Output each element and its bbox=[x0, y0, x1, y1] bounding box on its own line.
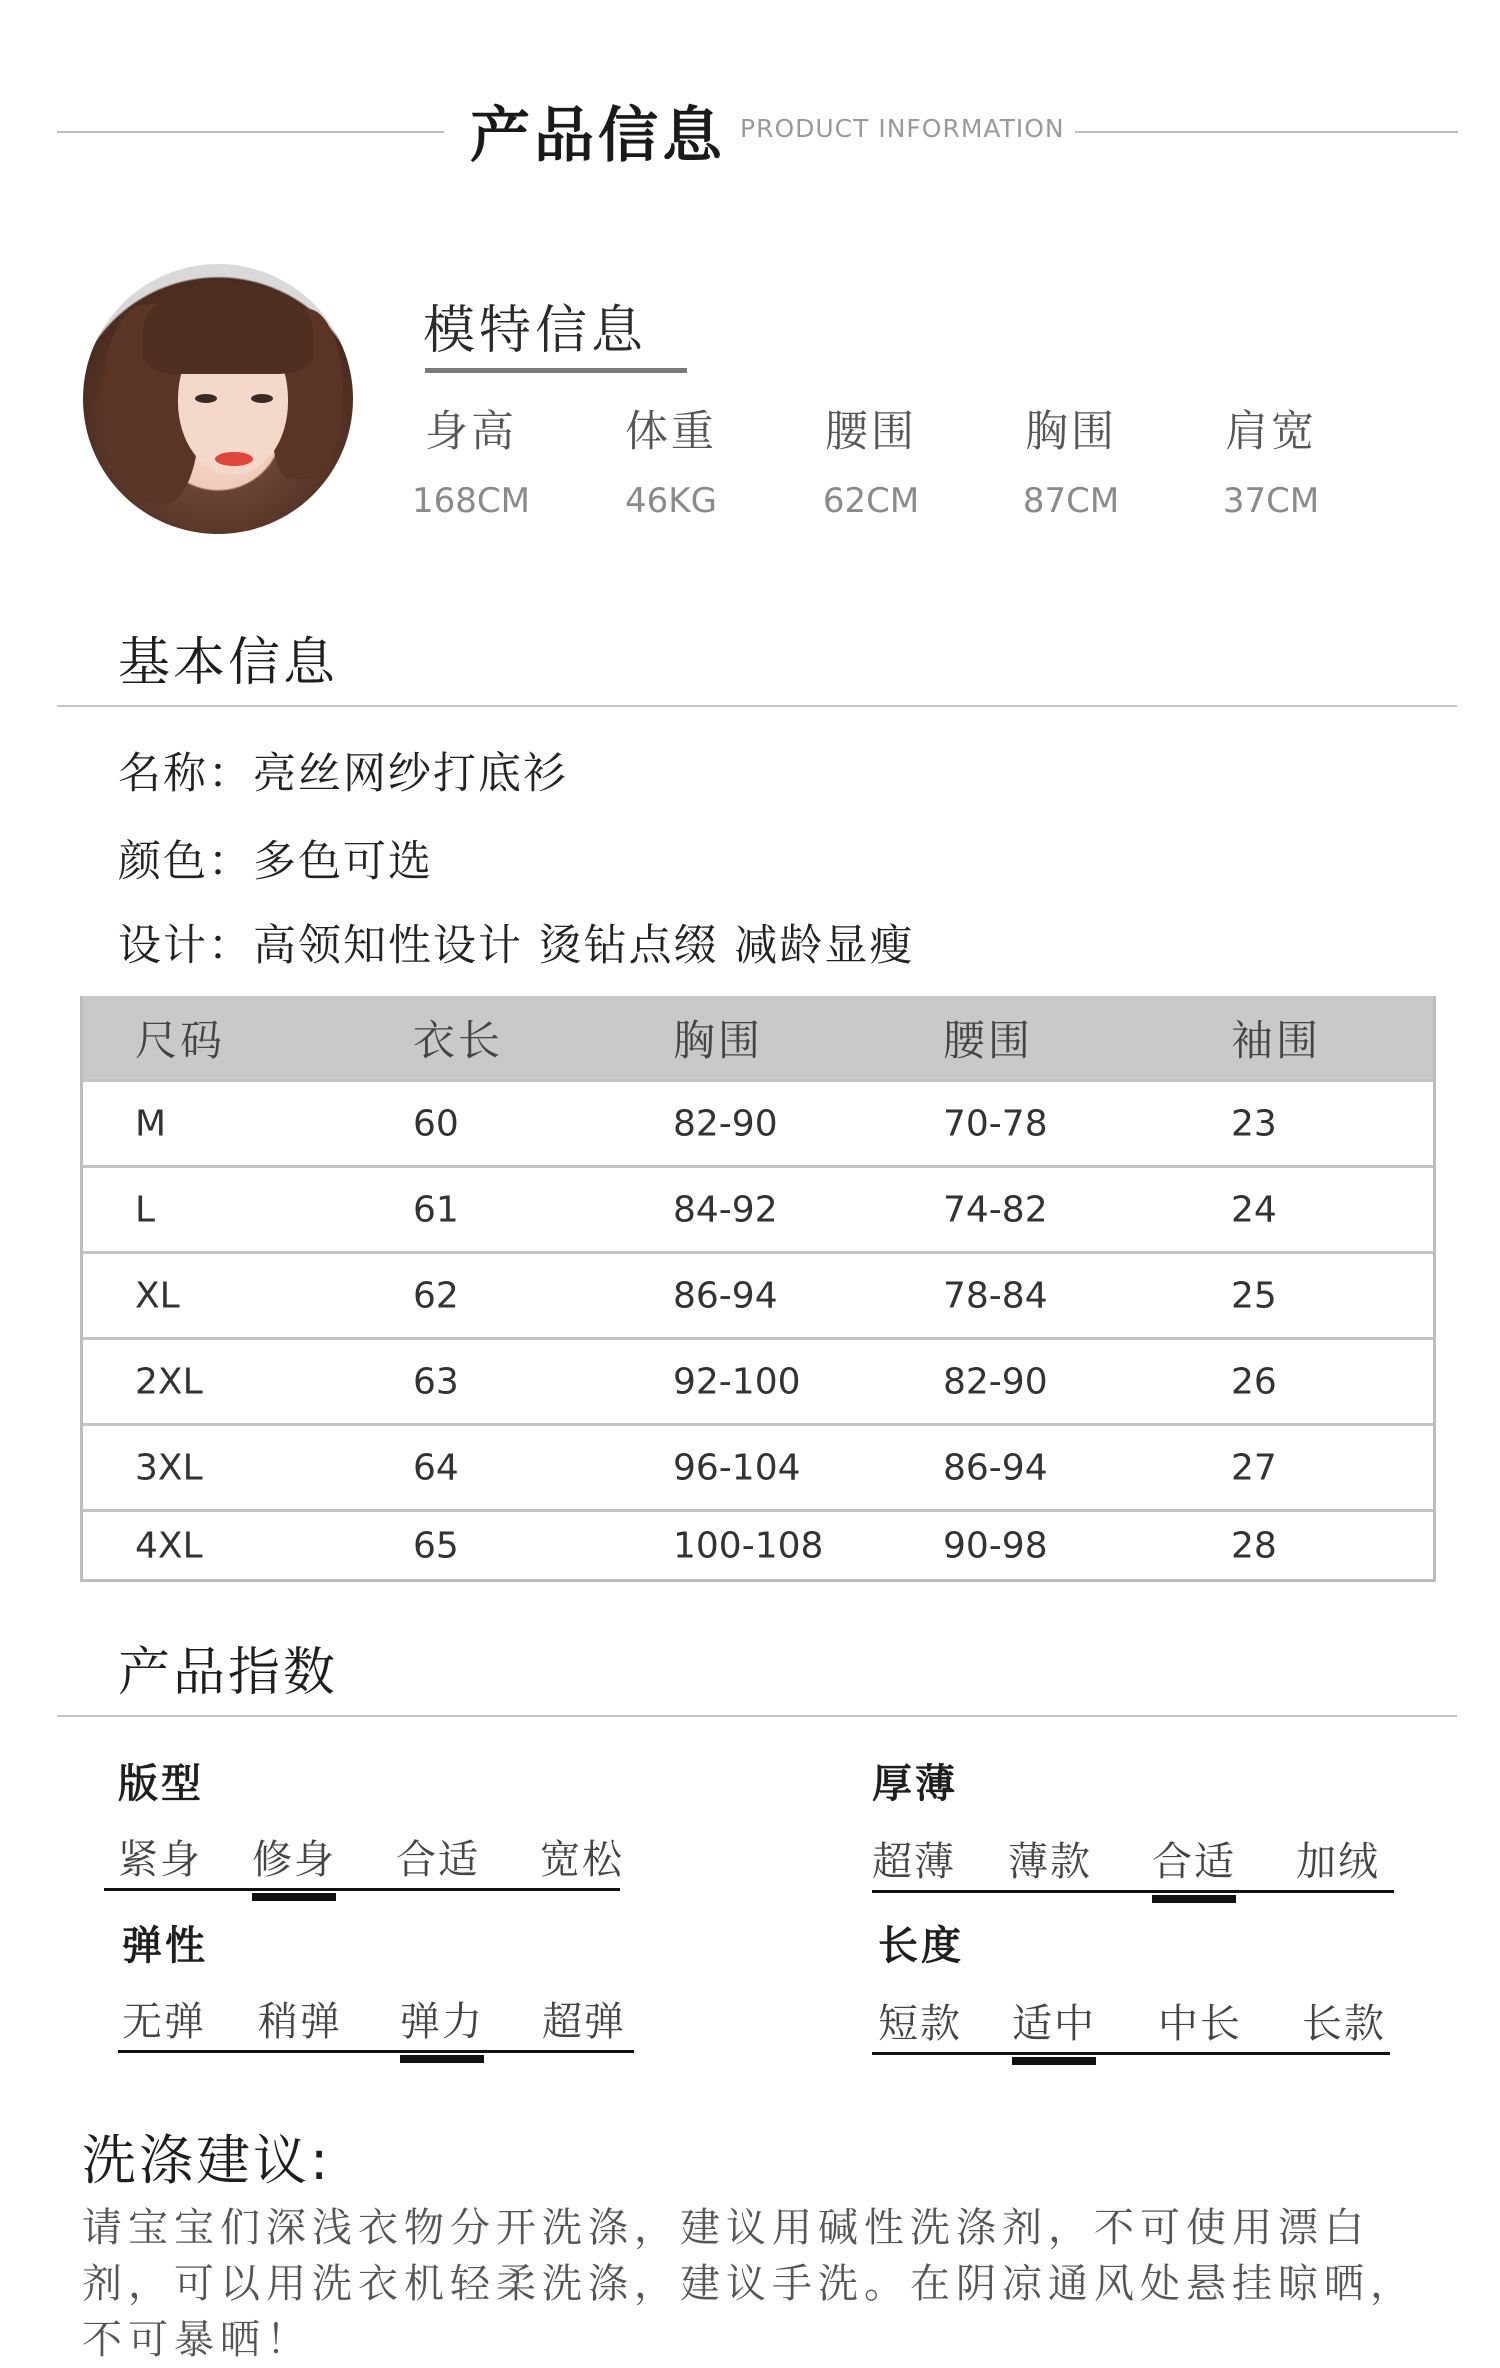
model-stat-shoulder bbox=[1196, 398, 1346, 521]
table-row bbox=[83, 1337, 1433, 1423]
index-option: 超薄 bbox=[872, 1839, 956, 1885]
header-cell: 袖围 bbox=[1231, 1015, 1322, 1065]
table-cell: 92-100 bbox=[673, 1361, 801, 1402]
model-title-underline bbox=[425, 368, 687, 373]
table-cell: XL bbox=[135, 1275, 180, 1316]
stat-value: 87CM bbox=[1022, 481, 1120, 521]
table-cell: 24 bbox=[1231, 1189, 1277, 1230]
stat-label: 身高 bbox=[425, 407, 517, 457]
index-group-fit bbox=[104, 1828, 624, 1891]
size-table-header bbox=[83, 996, 1433, 1079]
index-option: 紧身 bbox=[118, 1837, 202, 1883]
header-rule-left bbox=[57, 131, 444, 133]
header-cell: 衣长 bbox=[413, 1015, 504, 1065]
table-cell: 28 bbox=[1231, 1525, 1277, 1566]
product-index-title: 产品指数 bbox=[118, 1643, 339, 1703]
index-option-selected: 修身 bbox=[252, 1828, 336, 1885]
index-option: 宽松 bbox=[540, 1837, 624, 1883]
table-cell: 65 bbox=[413, 1525, 459, 1566]
table-cell: 4XL bbox=[135, 1525, 203, 1566]
index-group-elasticity-title: 弹性 bbox=[122, 1923, 208, 1969]
table-cell: 82-90 bbox=[673, 1103, 778, 1144]
wash-advice-text: 请宝宝们深浅衣物分开洗涤，建议用碱性洗涤剂，不可使用漂白剂，可以用洗衣机轻柔洗涤，建议手洗。在阴凉通风处悬挂晾晒，不可暴晒！ bbox=[82, 2205, 1416, 2363]
stat-value: 37CM bbox=[1222, 481, 1320, 521]
index-option: 合适 bbox=[396, 1837, 480, 1883]
size-table bbox=[80, 996, 1436, 1582]
header-cell: 胸围 bbox=[673, 1015, 764, 1065]
stat-value: 46KG bbox=[625, 481, 717, 521]
index-group-thickness bbox=[872, 1830, 1394, 1893]
model-stat-weight bbox=[596, 398, 746, 521]
table-cell: 90-98 bbox=[943, 1525, 1048, 1566]
header-cell: 尺码 bbox=[135, 1015, 226, 1065]
model-info-title: 模特信息 bbox=[423, 301, 648, 361]
table-cell: 25 bbox=[1231, 1275, 1277, 1316]
basic-info-rule bbox=[57, 705, 1457, 707]
header-cell: 腰围 bbox=[943, 1015, 1034, 1065]
table-cell: 100-108 bbox=[673, 1525, 824, 1566]
index-option: 薄款 bbox=[1008, 1839, 1092, 1885]
stat-label: 体重 bbox=[625, 407, 717, 457]
table-cell: L bbox=[135, 1189, 156, 1230]
table-cell: 26 bbox=[1231, 1361, 1277, 1402]
page-subtitle: PRODUCT INFORMATION bbox=[740, 114, 1065, 143]
table-cell: 86-94 bbox=[673, 1275, 778, 1316]
basic-info-color: 颜色：多色可选 bbox=[118, 837, 433, 887]
stat-label: 胸围 bbox=[1025, 407, 1117, 457]
table-cell: 23 bbox=[1231, 1103, 1277, 1144]
table-cell: 3XL bbox=[135, 1447, 203, 1488]
wash-advice-title: 洗涤建议: bbox=[82, 2129, 332, 2192]
table-cell: 74-82 bbox=[943, 1189, 1048, 1230]
basic-info-title: 基本信息 bbox=[118, 633, 339, 693]
table-cell: 62 bbox=[413, 1275, 459, 1316]
product-index-rule bbox=[57, 1715, 1457, 1717]
basic-info-design: 设计：高领知性设计 烫钻点缀 减龄显瘦 bbox=[118, 921, 915, 971]
table-row bbox=[83, 1165, 1433, 1251]
table-cell: 60 bbox=[413, 1103, 459, 1144]
table-row bbox=[83, 1079, 1433, 1165]
index-option-selected: 适中 bbox=[1012, 1992, 1096, 2049]
table-cell: M bbox=[135, 1103, 167, 1144]
stat-value: 62CM bbox=[822, 481, 920, 521]
index-group-length-title: 长度 bbox=[878, 1923, 964, 1969]
model-avatar bbox=[83, 264, 353, 534]
table-row bbox=[83, 1423, 1433, 1509]
model-stat-height bbox=[396, 398, 546, 521]
table-cell: 78-84 bbox=[943, 1275, 1048, 1316]
index-option: 长款 bbox=[1302, 2001, 1386, 2047]
table-cell: 63 bbox=[413, 1361, 459, 1402]
index-option: 超弹 bbox=[542, 1999, 626, 2045]
basic-info-name: 名称：亮丝网纱打底衫 bbox=[118, 749, 568, 799]
index-option: 中长 bbox=[1158, 2001, 1242, 2047]
index-option: 加绒 bbox=[1296, 1839, 1380, 1885]
table-cell: 96-104 bbox=[673, 1447, 801, 1488]
table-cell: 86-94 bbox=[943, 1447, 1048, 1488]
table-row bbox=[83, 1251, 1433, 1337]
index-option: 稍弹 bbox=[258, 1999, 342, 2045]
index-group-fit-title: 版型 bbox=[118, 1761, 204, 1807]
index-option: 无弹 bbox=[122, 1999, 206, 2045]
model-stat-waist bbox=[796, 398, 946, 521]
header-rule-right bbox=[1075, 131, 1458, 133]
stat-value: 168CM bbox=[412, 481, 530, 521]
table-cell: 2XL bbox=[135, 1361, 203, 1402]
index-option-selected: 弹力 bbox=[400, 1990, 484, 2047]
table-cell: 82-90 bbox=[943, 1361, 1048, 1402]
index-group-length bbox=[872, 1992, 1390, 2055]
table-cell: 61 bbox=[413, 1189, 459, 1230]
table-cell: 64 bbox=[413, 1447, 459, 1488]
stat-label: 肩宽 bbox=[1225, 407, 1317, 457]
table-row bbox=[83, 1509, 1433, 1579]
page-title: 产品信息 bbox=[470, 101, 726, 171]
model-stat-bust bbox=[996, 398, 1146, 521]
table-cell: 70-78 bbox=[943, 1103, 1048, 1144]
stat-label: 腰围 bbox=[825, 407, 917, 457]
index-group-thickness-title: 厚薄 bbox=[872, 1761, 958, 1807]
index-option: 短款 bbox=[878, 2001, 962, 2047]
table-cell: 27 bbox=[1231, 1447, 1277, 1488]
index-option-selected: 合适 bbox=[1152, 1830, 1236, 1887]
index-group-elasticity bbox=[118, 1990, 634, 2053]
table-cell: 84-92 bbox=[673, 1189, 778, 1230]
